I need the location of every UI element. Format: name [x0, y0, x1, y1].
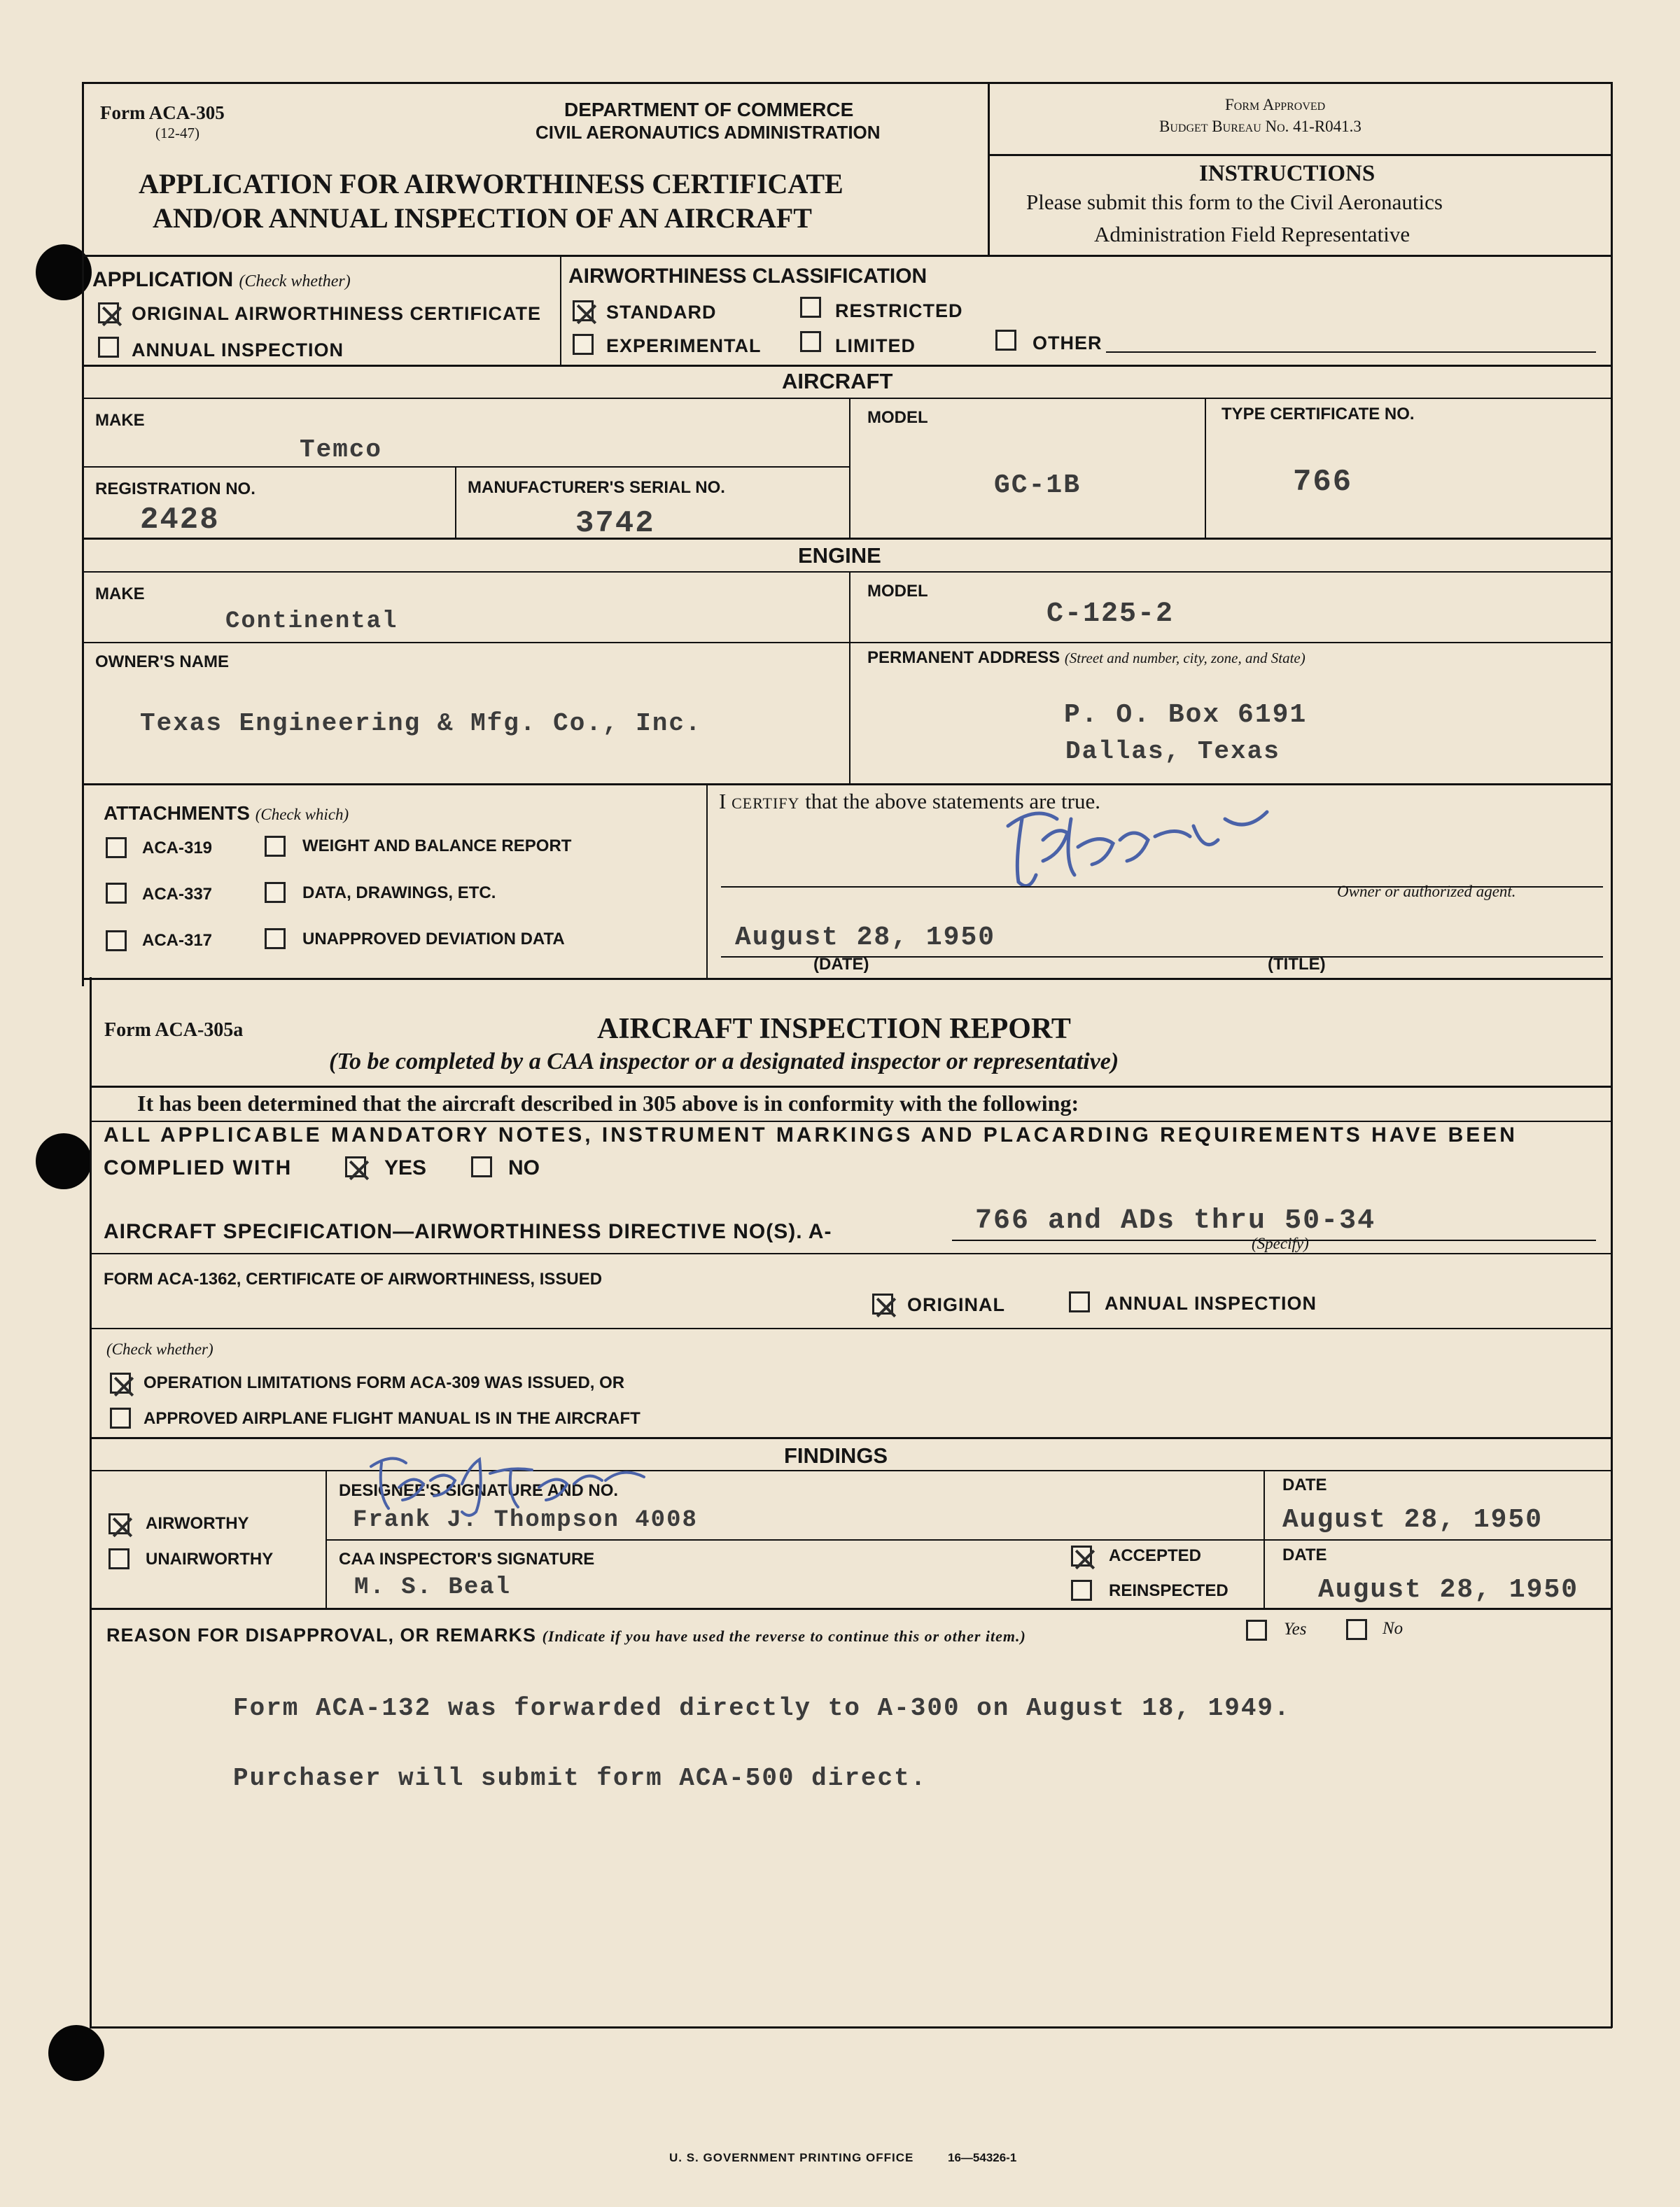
classification-restricted-checkbox[interactable] — [800, 297, 821, 318]
owner-name-label: OWNER'S NAME — [95, 652, 230, 671]
department-name: DEPARTMENT OF COMMERCE — [564, 99, 854, 120]
remarks-title: REASON FOR DISAPPROVAL, OR REMARKS — [106, 1625, 537, 1646]
remarks-yes-checkbox[interactable] — [1246, 1620, 1267, 1641]
specification-bottom-rule — [90, 1253, 1612, 1254]
registration-label: REGISTRATION NO. — [95, 479, 255, 498]
classification-experimental-checkbox[interactable] — [573, 334, 594, 355]
address-label-text: PERMANENT ADDRESS — [867, 648, 1060, 667]
registration-divider — [455, 466, 456, 538]
classification-title: AIRWORTHINESS CLASSIFICATION — [568, 265, 927, 288]
certificate-original-checkbox[interactable] — [872, 1294, 893, 1315]
aircraft-divider-2 — [1205, 398, 1206, 538]
report-subtitle: (To be completed by a CAA inspector or a designated inspector or representative) — [329, 1049, 1119, 1074]
application-label — [92, 268, 351, 292]
remarks-yes-label: Yes — [1284, 1620, 1307, 1639]
instructions-line1: Please submit this form to the Civil Aeronautics — [1026, 190, 1443, 214]
engine-make-rule — [82, 642, 1611, 643]
report-top-rule — [82, 978, 1611, 980]
attachments-label — [104, 802, 349, 825]
page-title-line2: AND/OR ANNUAL INSPECTION OF AN AIRCRAFT — [153, 202, 812, 234]
attachments-title: ATTACHMENTS — [104, 802, 250, 824]
unairworthy-label: UNAIRWORTHY — [146, 1550, 274, 1569]
classification-other-checkbox[interactable] — [995, 330, 1016, 351]
address-line1: P. O. Box 6191 — [1064, 700, 1308, 730]
budget-bureau: Budget Bureau No. 41-R041.3 — [1159, 118, 1362, 135]
conformity-bottom-rule — [90, 1121, 1612, 1122]
designee-value: Frank J. Thompson 4008 — [353, 1507, 698, 1534]
accepted-checkbox[interactable] — [1071, 1546, 1092, 1567]
punch-hole-bottom — [48, 2025, 104, 2081]
printer-code: 16—54326-1 — [948, 2151, 1017, 2164]
address-hint: (Street and number, city, zone, and State) — [1064, 650, 1306, 666]
attachment-deviation-label: UNAPPROVED DEVIATION DATA — [302, 930, 565, 948]
attachment-deviation-checkbox[interactable] — [265, 928, 286, 949]
frame-right — [1611, 82, 1613, 2028]
remarks-line1: Form ACA-132 was forwarded directly to A-300 on August 18, 1949. — [233, 1694, 1291, 1723]
classification-experimental-label: EXPERIMENTAL — [606, 335, 762, 356]
aircraft-make-label: MAKE — [95, 411, 145, 430]
attachment-weight-balance-label: WEIGHT AND BALANCE REPORT — [302, 836, 572, 855]
accepted-label: ACCEPTED — [1109, 1546, 1202, 1565]
engine-make-label: MAKE — [95, 584, 145, 603]
attachments-top-rule — [82, 783, 1611, 785]
serial-value: 3742 — [575, 506, 655, 541]
findings-date2-value: August 28, 1950 — [1318, 1575, 1579, 1605]
attachment-aca337-label: ACA-337 — [142, 885, 213, 904]
attachment-data-drawings-checkbox[interactable] — [265, 882, 286, 903]
frame-left-lower — [90, 977, 92, 2027]
application-annual-label: ANNUAL INSPECTION — [132, 339, 344, 360]
classification-divider — [560, 255, 561, 365]
inspector-value: M. S. Beal — [354, 1574, 512, 1601]
instructions-line2: Administration Field Representative — [1094, 222, 1410, 246]
unairworthy-checkbox[interactable] — [108, 1548, 130, 1569]
form-number: Form ACA-305 — [100, 102, 225, 123]
findings-title-rule — [90, 1470, 1612, 1471]
form-date: (12-47) — [155, 125, 200, 141]
designee-label: DESIGNEE'S SIGNATURE AND NO. — [339, 1481, 619, 1500]
classification-restricted-label: RESTRICTED — [835, 300, 963, 321]
reinspected-label: REINSPECTED — [1109, 1581, 1228, 1600]
engine-section-title: ENGINE — [798, 543, 881, 568]
findings-top-rule — [90, 1437, 1612, 1439]
mandatory-no-checkbox[interactable] — [471, 1156, 492, 1177]
airworthy-label: AIRWORTHY — [146, 1514, 249, 1533]
certificate-issued-label: FORM ACA-1362, CERTIFICATE OF AIRWORTHINESS, ISSUED — [104, 1270, 603, 1289]
type-certificate-value: 766 — [1293, 465, 1353, 500]
specification-label: AIRCRAFT SPECIFICATION—AIRWORTHINESS DIRECTIVE NO(S). A- — [104, 1220, 832, 1243]
certificate-annual-label: ANNUAL INSPECTION — [1105, 1293, 1317, 1314]
certify-i: I — [719, 789, 727, 813]
certify-date-value: August 28, 1950 — [735, 923, 996, 953]
punch-hole-middle — [36, 1133, 92, 1189]
remarks-line2: Purchaser will submit form ACA-500 direct. — [233, 1764, 927, 1793]
engine-divider — [849, 571, 850, 783]
inspector-label: CAA INSPECTOR'S SIGNATURE — [339, 1550, 595, 1569]
type-certificate-label: TYPE CERTIFICATE NO. — [1222, 405, 1415, 423]
limitations-checkbox[interactable] — [110, 1373, 131, 1394]
conformity-statement: It has been determined that the aircraft described in 305 above is in conformity with the following: — [137, 1091, 1079, 1116]
attachment-data-drawings-label: DATA, DRAWINGS, ETC. — [302, 883, 496, 902]
engine-title-rule — [82, 571, 1611, 573]
aircraft-make-rule — [82, 466, 849, 468]
attachment-aca337-checkbox[interactable] — [106, 883, 127, 904]
page-title-line1: APPLICATION FOR AIRWORTHINESS CERTIFICATE — [139, 168, 844, 199]
attachment-aca319-checkbox[interactable] — [106, 837, 127, 858]
printer-imprint: U. S. GOVERNMENT PRINTING OFFICE — [669, 2151, 914, 2164]
remarks-hint: (Indicate if you have used the reverse to continue this or other item.) — [542, 1627, 1026, 1645]
classification-standard-checkbox[interactable] — [573, 300, 594, 321]
certify-title-caption: (TITLE) — [1268, 955, 1326, 974]
engine-make-value: Continental — [225, 608, 398, 635]
administration-name: CIVIL AERONAUTICS ADMINISTRATION — [536, 122, 881, 143]
owner-caption: Owner or authorized agent. — [1337, 883, 1516, 900]
aircraft-make-value: Temco — [300, 435, 383, 464]
other-blank-line — [1106, 351, 1596, 353]
remarks-no-label: No — [1382, 1619, 1404, 1638]
classification-limited-checkbox[interactable] — [800, 331, 821, 352]
classification-limited-label: LIMITED — [835, 335, 916, 356]
flight-manual-label: APPROVED AIRPLANE FLIGHT MANUAL IS IN THE AIRCRAFT — [144, 1409, 640, 1428]
findings-section-title: FINDINGS — [784, 1443, 888, 1468]
frame-left — [82, 82, 84, 986]
attachment-aca317-label: ACA-317 — [142, 931, 213, 950]
mandatory-yes-label: YES — [384, 1156, 427, 1179]
limitations-label: OPERATION LIMITATIONS FORM ACA-309 WAS ISSUED, OR — [144, 1373, 625, 1392]
owner-name-value: Texas Engineering & Mfg. Co., Inc. — [140, 709, 702, 738]
serial-label: MANUFACTURER'S SERIAL NO. — [468, 478, 725, 497]
frame-top — [82, 82, 1611, 84]
aircraft-divider-1 — [849, 398, 850, 538]
aircraft-model-value: GC-1B — [994, 470, 1082, 500]
certificate-bottom-rule — [90, 1328, 1612, 1329]
specification-caption: (Specify) — [1252, 1235, 1309, 1252]
aircraft-model-label: MODEL — [867, 408, 928, 427]
aircraft-section-title: AIRCRAFT — [782, 369, 893, 393]
certify-word: certify — [732, 789, 800, 813]
aircraft-title-rule — [82, 398, 1611, 399]
conformity-top-rule — [90, 1086, 1612, 1088]
certificate-original-label: ORIGINAL — [907, 1294, 1005, 1315]
application-original-checkbox[interactable] — [98, 302, 119, 323]
application-hint: (Check whether) — [239, 272, 351, 290]
attachment-aca319-label: ACA-319 — [142, 839, 213, 857]
certify-rest: that the above statements are true. — [805, 789, 1100, 813]
engine-model-value: C-125-2 — [1046, 598, 1175, 630]
classification-other-label: OTHER — [1032, 332, 1102, 353]
remarks-label — [106, 1625, 1026, 1646]
classification-standard-label: STANDARD — [606, 302, 717, 323]
mandatory-yes-checkbox[interactable] — [345, 1156, 366, 1177]
designee-rule — [326, 1539, 1264, 1541]
header-divider — [988, 82, 990, 255]
application-annual-checkbox[interactable] — [98, 337, 119, 358]
attachments-hint: (Check which) — [255, 806, 349, 823]
application-title: APPLICATION — [92, 268, 234, 291]
mandatory-line2: COMPLIED WITH — [104, 1156, 293, 1179]
reinspected-checkbox[interactable] — [1071, 1580, 1092, 1601]
application-original-label: ORIGINAL AIRWORTHINESS CERTIFICATE — [132, 303, 542, 324]
mandatory-no-label: NO — [508, 1156, 540, 1179]
header-bottom-rule — [82, 255, 1611, 257]
certify-divider — [706, 783, 708, 979]
findings-date-rule — [1264, 1539, 1611, 1541]
instructions-top-rule — [988, 154, 1611, 156]
remarks-top-rule — [90, 1608, 1612, 1610]
report-form-number: Form ACA-305a — [104, 1019, 244, 1041]
instructions-title: INSTRUCTIONS — [1199, 161, 1376, 186]
form-approved: Form Approved — [1225, 96, 1326, 113]
engine-top-rule — [82, 538, 1611, 540]
report-title: AIRCRAFT INSPECTION REPORT — [597, 1013, 1071, 1045]
specification-value: 766 and ADs thru 50-34 — [975, 1205, 1376, 1237]
owner-signature — [994, 798, 1288, 910]
remarks-no-checkbox[interactable] — [1346, 1619, 1367, 1640]
certify-date-caption: (DATE) — [813, 955, 869, 974]
flight-manual-checkbox[interactable] — [110, 1408, 131, 1429]
findings-date2-label: DATE — [1282, 1546, 1327, 1564]
limitations-hint: (Check whether) — [106, 1340, 214, 1358]
airworthy-checkbox[interactable] — [108, 1513, 130, 1534]
address-line2: Dallas, Texas — [1065, 737, 1280, 766]
registration-value: 2428 — [140, 503, 220, 538]
attachment-weight-balance-checkbox[interactable] — [265, 836, 286, 857]
aircraft-top-rule — [82, 365, 1611, 367]
findings-date1-value: August 28, 1950 — [1282, 1505, 1544, 1535]
frame-bottom — [90, 2026, 1612, 2029]
engine-model-label: MODEL — [867, 582, 928, 601]
mandatory-line1: ALL APPLICABLE MANDATORY NOTES, INSTRUMENT MARKINGS AND PLACARDING REQUIREMENTS HAVE BEEN — [104, 1123, 1518, 1147]
findings-date1-label: DATE — [1282, 1476, 1327, 1494]
attachment-aca317-checkbox[interactable] — [106, 930, 127, 951]
address-label — [867, 648, 1306, 668]
certificate-annual-checkbox[interactable] — [1069, 1291, 1090, 1312]
